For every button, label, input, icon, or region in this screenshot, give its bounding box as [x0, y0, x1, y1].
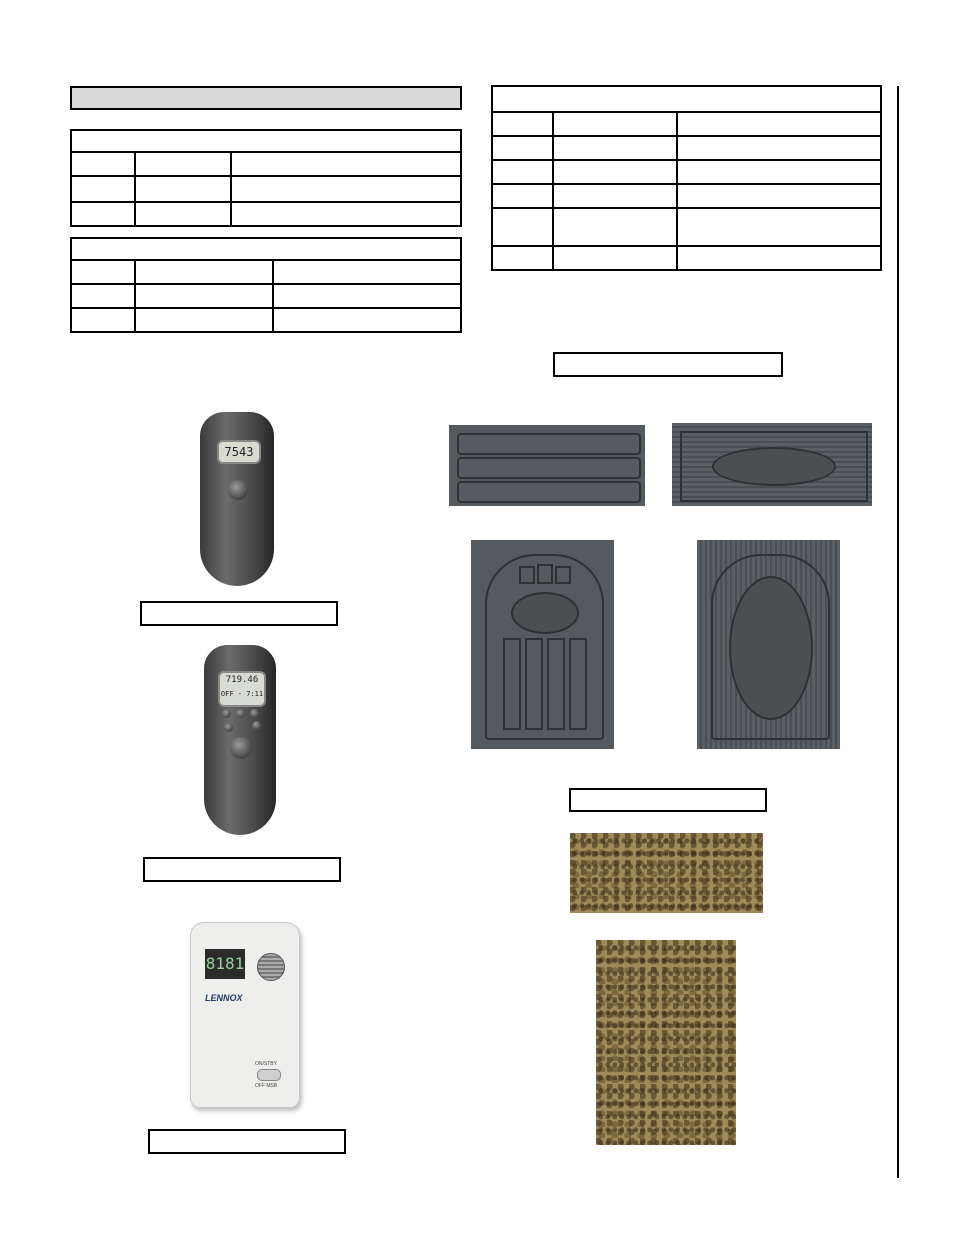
remote-display-bottom: OFF - 7:11 — [220, 690, 264, 698]
switch-label-bottom: OFF MSB — [255, 1083, 278, 1089]
remote-button — [224, 723, 233, 732]
table-row — [492, 184, 881, 208]
panel-column — [525, 638, 543, 730]
table-title-row — [71, 238, 461, 260]
table-row — [71, 308, 461, 332]
decorative-panel-image — [672, 423, 872, 506]
table-row — [492, 160, 881, 184]
table-row — [492, 112, 881, 136]
panel-column — [547, 638, 565, 730]
panel-bar — [457, 481, 641, 503]
remote-button — [252, 721, 261, 730]
decorative-panel-image — [449, 425, 645, 506]
remote-display-top: 719.46 — [225, 675, 259, 685]
thermostat-display: 8181 — [205, 949, 245, 979]
switch-label-top: ON/STBY — [255, 1061, 277, 1067]
panel-bar — [457, 433, 641, 455]
programmable-remote-image — [204, 645, 276, 835]
decorative-panel-icon — [672, 423, 673, 424]
panel-oval — [511, 592, 579, 634]
remote-button — [250, 709, 259, 718]
stone-sample-icon — [596, 940, 597, 941]
figure-caption — [140, 601, 338, 626]
spec-table-2 — [70, 237, 462, 333]
decorative-panel-image — [697, 540, 840, 749]
thermostat-knob — [257, 953, 285, 981]
table-row — [71, 176, 461, 202]
brand-logo: LENNOX — [205, 993, 243, 1003]
figure-caption — [143, 857, 341, 882]
table-row — [492, 246, 881, 270]
decorative-panel-icon — [471, 540, 472, 541]
stone-sample-image — [596, 940, 736, 1145]
figure-caption — [148, 1129, 346, 1154]
mode-switch — [257, 1069, 281, 1081]
remote-display — [218, 671, 266, 707]
panel-bar — [457, 457, 641, 479]
panel-oval — [712, 447, 836, 486]
panel-window — [519, 566, 535, 584]
remote-control-image — [200, 412, 274, 586]
figure-caption — [569, 788, 767, 812]
decorative-panel-icon — [697, 540, 698, 541]
table-row — [71, 202, 461, 226]
panel-column — [569, 638, 587, 730]
stone-sample-image — [570, 833, 763, 913]
decorative-panel-icon — [449, 425, 450, 426]
panel-column — [503, 638, 521, 730]
remote-button — [236, 709, 245, 718]
panel-oval — [729, 576, 813, 720]
panel-window — [537, 564, 553, 584]
decorative-panel-image — [471, 540, 614, 749]
spec-table-3 — [491, 85, 882, 271]
panel-window — [555, 566, 571, 584]
wall-thermostat-icon — [191, 923, 192, 924]
table-row — [492, 208, 881, 246]
remote-button — [222, 709, 231, 718]
table-row — [492, 136, 881, 160]
figure-caption — [553, 352, 783, 377]
power-button — [228, 480, 248, 500]
table-row — [71, 260, 461, 284]
spec-table-1 — [70, 129, 462, 227]
page-margin-rule — [897, 86, 899, 1178]
wall-thermostat-image — [190, 922, 300, 1108]
remote-display: 7543 — [217, 440, 261, 464]
table-row — [71, 152, 461, 176]
stone-sample-icon — [570, 833, 571, 834]
power-button — [230, 737, 252, 759]
table-row — [71, 284, 461, 308]
table-title-row — [71, 130, 461, 152]
section-header-bar — [70, 86, 462, 110]
table-title-row — [492, 86, 881, 112]
